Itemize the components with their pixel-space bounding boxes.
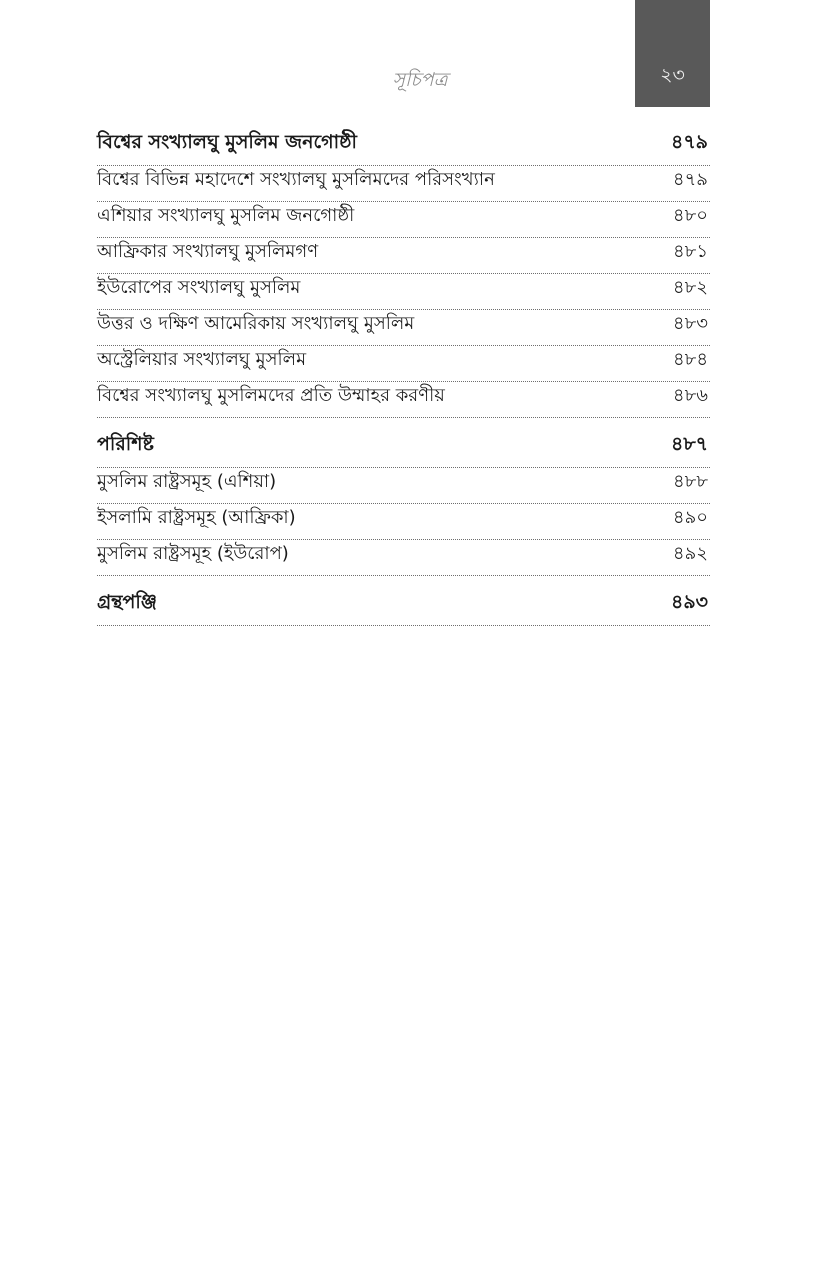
toc-entry[interactable] — [97, 166, 710, 202]
toc-page: ৪৮২ — [672, 277, 708, 298]
toc-page: ৪৮৬ — [672, 385, 708, 406]
toc-page: ৪৮০ — [672, 205, 708, 226]
toc-entry[interactable] — [97, 202, 710, 238]
toc-title: বিশ্বের বিভিন্ন মহাদেশে সংখ্যালঘু মুসলিমদের পরিসংখ্যান — [97, 169, 495, 190]
toc-entry[interactable] — [97, 238, 710, 274]
toc-page: ৪৮৭ — [670, 433, 708, 455]
toc-title: বিশ্বের সংখ্যালঘু মুসলিমদের প্রতি উম্মাহর করণীয় — [97, 385, 445, 406]
toc-title: ইউরোপের সংখ্যালঘু মুসলিম — [97, 277, 301, 298]
page-number: ২৩ — [660, 64, 685, 86]
toc-title: আফ্রিকার সংখ্যালঘু মুসলিমগণ — [97, 241, 319, 262]
toc-section-heading[interactable] — [97, 432, 710, 468]
toc-page: ৪৭৯ — [672, 169, 708, 190]
toc-entry[interactable] — [97, 504, 710, 540]
toc-page: ৪৯০ — [672, 507, 708, 528]
toc-page: ৪৮৮ — [672, 471, 708, 492]
toc-title: মুসলিম রাষ্ট্রসমূহ (ইউরোপ) — [97, 543, 289, 564]
toc-title: বিশ্বের সংখ্যালঘু মুসলিম জনগোষ্ঠী — [97, 131, 357, 153]
toc-title: এশিয়ার সংখ্যালঘু মুসলিম জনগোষ্ঠী — [97, 205, 355, 226]
toc-page: ৪৮৩ — [672, 313, 708, 334]
toc-entry[interactable] — [97, 274, 710, 310]
toc-page: ৪৮৪ — [672, 349, 708, 370]
toc-section-heading[interactable] — [97, 130, 710, 166]
toc-entry[interactable] — [97, 382, 710, 418]
toc-title: মুসলিম রাষ্ট্রসমূহ (এশিয়া) — [97, 471, 277, 492]
toc-page: ৪৯৩ — [670, 591, 708, 613]
toc-title: পরিশিষ্ট — [97, 433, 154, 455]
page-number-tab — [635, 0, 710, 107]
toc-entry[interactable] — [97, 310, 710, 346]
toc-title: অস্ট্রেলিয়ার সংখ্যালঘু মুসলিম — [97, 349, 307, 370]
table-of-contents — [97, 130, 710, 626]
toc-entry[interactable] — [97, 540, 710, 576]
toc-entry[interactable] — [97, 468, 710, 504]
running-title: সূচিপত্র — [392, 69, 448, 91]
toc-title: উত্তর ও দক্ষিণ আমেরিকায় সংখ্যালঘু মুসলিম — [97, 313, 415, 334]
toc-entry[interactable] — [97, 346, 710, 382]
toc-page: ৪৯২ — [672, 543, 708, 564]
toc-title: ইসলামি রাষ্ট্রসমূহ (আফ্রিকা) — [97, 507, 296, 528]
toc-page: ৪৭৯ — [670, 131, 708, 153]
toc-title: গ্রন্থপঞ্জি — [97, 591, 158, 613]
toc-section-heading[interactable] — [97, 590, 710, 626]
toc-page: ৪৮১ — [672, 241, 708, 262]
